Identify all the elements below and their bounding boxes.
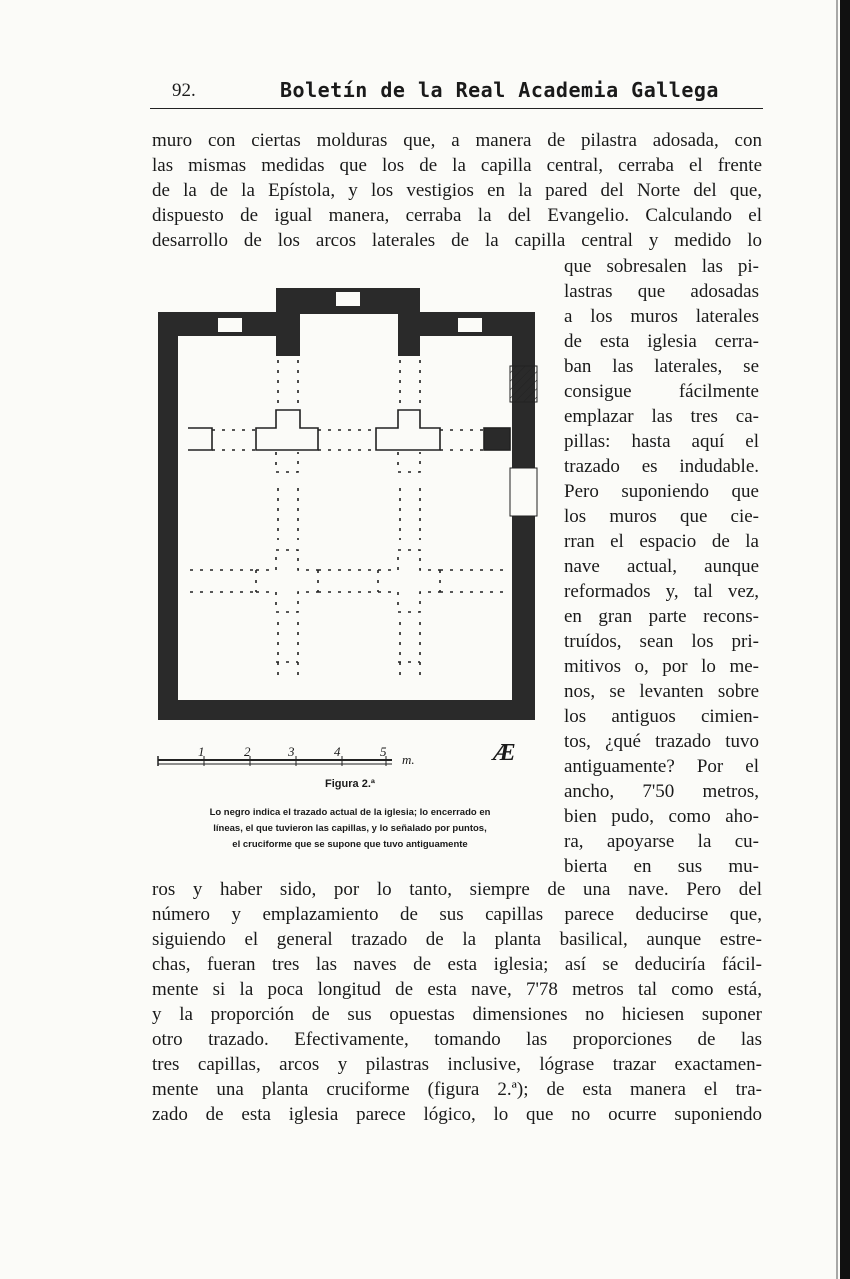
text-line: ra, apoyarse la cu-	[564, 831, 759, 852]
text-line: antiguamente? Por el	[564, 756, 759, 777]
text-line: los muros que cie-	[564, 506, 759, 527]
text-line: ros y haber sido, por lo tanto, siempre de una nave. Pero del	[152, 879, 762, 900]
text-line: desarrollo de los arcos laterales de la capilla central y medido lo	[152, 230, 762, 251]
scale-unit: m.	[402, 752, 415, 767]
scale-label-2: 2	[244, 744, 251, 759]
text-line: y la proporción de sus opuestas dimensiones no hiciesen suponer	[152, 1004, 762, 1025]
text-line: lastras que adosadas	[564, 281, 759, 302]
figure-caption-line: Lo negro indica el trazado actual de la iglesia; lo encerrado en	[209, 807, 491, 818]
text-line: dispuesto de igual manera, cerraba la del Evangelio. Calculando el	[152, 205, 762, 226]
scale-label-5: 5	[380, 744, 387, 759]
cruciform-dotted-lines	[190, 360, 505, 680]
text-line: muro con ciertas molduras que, a manera de pilastra adosada, con	[152, 130, 762, 151]
text-line: rran el espacio de la	[564, 531, 759, 552]
text-line: chas, fueran tres las naves de esta iglesia; así se deduciría fácil-	[152, 954, 762, 975]
text-line: zado de esta iglesia parece lógico, lo que no ocurre suponiendo	[152, 1104, 762, 1125]
window-center	[336, 292, 360, 306]
text-line: emplazar las tres ca-	[564, 406, 759, 427]
text-line: tos, ¿qué trazado tuvo	[564, 731, 759, 752]
text-line: de esta iglesia cerra-	[564, 331, 759, 352]
text-line: otro trazado. Efectivamente, tomando las proporciones de las	[152, 1029, 762, 1050]
text-line: los antiguos cimien-	[564, 706, 759, 727]
text-line: reformados y, tal vez,	[564, 581, 759, 602]
scale-label-3: 3	[288, 744, 295, 759]
wall-opening	[510, 468, 537, 516]
window-right	[458, 318, 482, 332]
text-line: ban las laterales, se	[564, 356, 759, 377]
text-line: de la de la Epístola, y los vestigios en la pared del Norte del que,	[152, 180, 762, 201]
figure-caption-line: el cruciforme que se supone que tuvo antiguamente	[232, 839, 468, 850]
text-line: las mismas medidas que los de la capilla central, cerraba el frente	[152, 155, 762, 176]
text-line: mente si la poca longitud de esta nave, 7'78 metros tal como está,	[152, 979, 762, 1000]
text-line: siguiendo el general trazado de la planta basilical, aunque estre-	[152, 929, 762, 950]
text-line: nave actual, aunque	[564, 556, 759, 577]
window-left	[218, 318, 242, 332]
text-line: pillas: hasta aquí el	[564, 431, 759, 452]
scale-label-1: 1	[198, 744, 205, 759]
text-line: nos, se levanten sobre	[564, 681, 759, 702]
text-line: que sobresalen las pi-	[564, 256, 759, 277]
text-line: mitivos o, por lo me-	[564, 656, 759, 677]
page-number: 92.	[172, 80, 196, 101]
text-line: bien pudo, como aho-	[564, 806, 759, 827]
text-line: número y emplazamiento de sus capillas parece deducirse que,	[152, 904, 762, 925]
text-line: ancho, 7'50 metros,	[564, 781, 759, 802]
church-walls	[158, 288, 535, 720]
text-line: trazado es indudable.	[564, 456, 759, 477]
scale-bar	[158, 756, 392, 766]
text-line: consigue fácilmente	[564, 381, 759, 402]
wall-hatched-section	[510, 366, 537, 402]
text-line: mente una planta cruciforme (figura 2.ª); de esta manera el tra-	[152, 1079, 762, 1100]
journal-title: Boletín de la Real Academia Gallega	[280, 78, 719, 102]
text-line: bierta en sus mu-	[564, 856, 759, 877]
text-line: tres capillas, arcos y pilastras inclusive, lógrase trazar exactamen-	[152, 1054, 762, 1075]
north-symbol: Æ	[493, 740, 516, 766]
scale-label-4: 4	[334, 744, 341, 759]
text-line: truídos, sean los pri-	[564, 631, 759, 652]
text-line: a los muros laterales	[564, 306, 759, 327]
figure-title: Figura 2.ª	[325, 778, 375, 790]
text-line: Pero suponiendo que	[564, 481, 759, 502]
text-line: en gran parte recons-	[564, 606, 759, 627]
figure-caption-line: líneas, el que tuvieron las capillas, y lo señalado por puntos,	[213, 823, 487, 834]
